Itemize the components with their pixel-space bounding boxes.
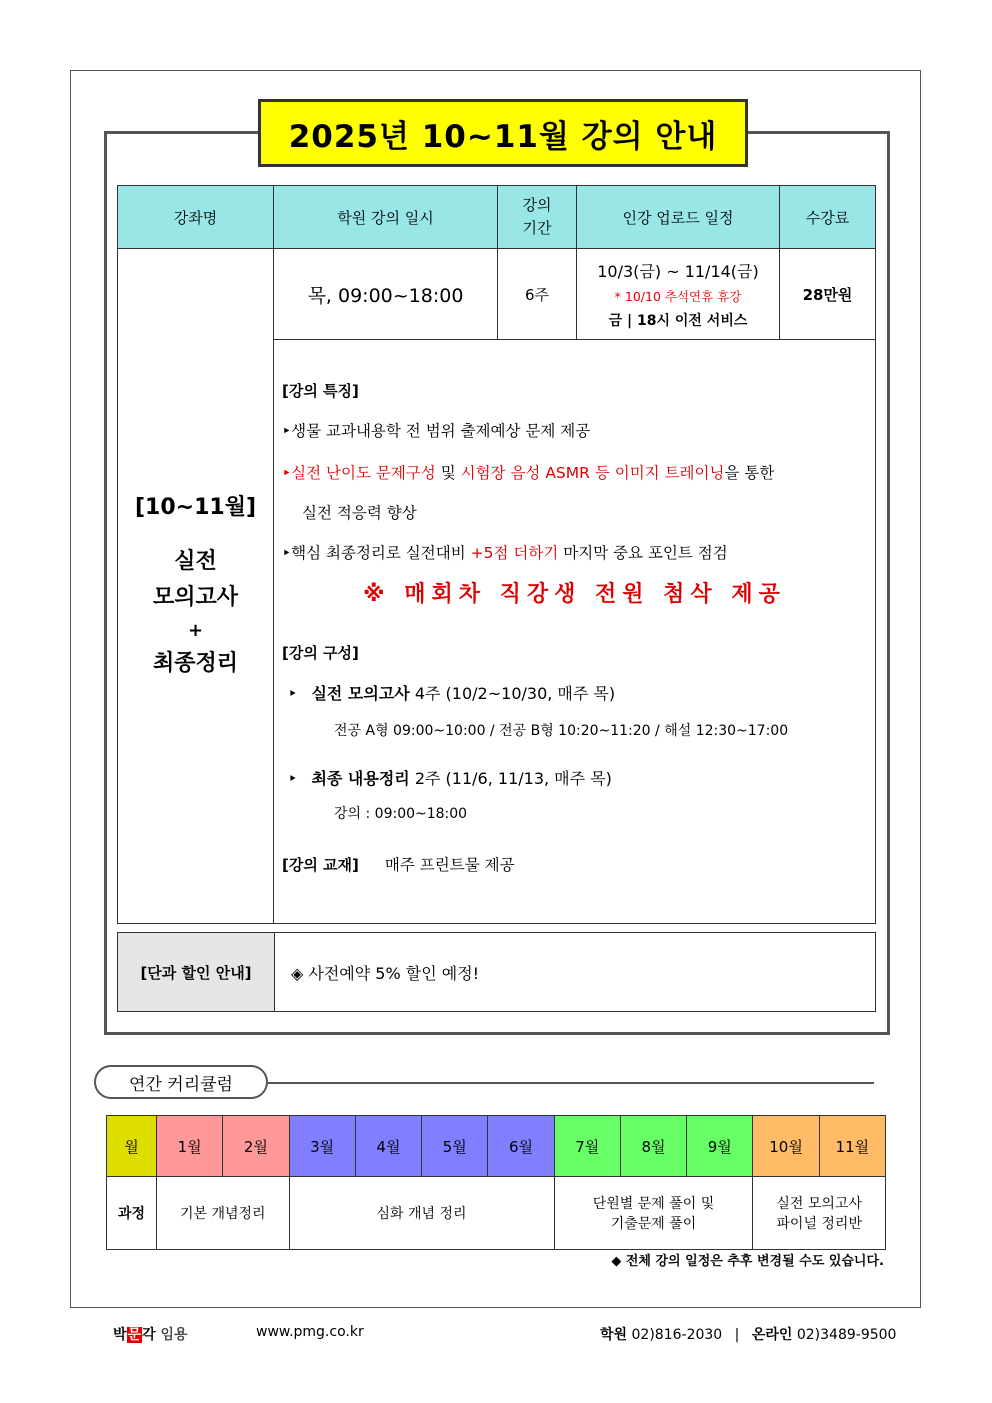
month-cell: 9월 [687,1116,753,1177]
course-name-line: + [187,620,204,642]
structure-item-period: 2주 (11/6, 11/13, 매주 목) [409,769,612,788]
plain-text: 및 [435,464,461,482]
structure-item-title: 실전 모의고사 [311,684,410,703]
website-link[interactable]: www.pmg.co.kr [256,1324,364,1340]
course-line: 기출문제 풀이 [610,1216,697,1232]
course-name-line: 실전 [174,548,217,574]
brand-suffix: 임용 [155,1327,188,1343]
correction-notice: ※ 매회차 직강생 전원 첨삭 제공 [363,582,786,607]
schedule-cell: 목, 09:00~18:00 [274,249,498,340]
course-cell: 기본 개념정리 [157,1177,290,1250]
month-cell: 3월 [289,1116,355,1177]
col-header-course: 강좌명 [118,186,274,249]
page-title: 2025년 10~11월 강의 안내 [258,99,748,167]
upload-holiday-note: * 10/10 추석연휴 휴강 [614,288,742,304]
contact-separator: | [734,1327,740,1343]
plain-text: ‣핵심 최종정리로 실전대비 [282,544,471,562]
table-row [118,249,876,340]
material-heading: [강의 교재] [282,856,359,874]
bullet-marker: ‣ [288,684,298,703]
course-cell [554,1177,753,1250]
academy-phone: 02)816-2030 [627,1327,723,1343]
highlight-text: +5점 더하기 [470,544,559,562]
course-table [117,185,876,924]
month-cell: 6월 [488,1116,554,1177]
feature-bullet: ‣생물 교과내용학 전 범위 출제예상 문제 제공 [282,422,591,440]
course-details [274,340,876,924]
highlight-text: 시험장 음성 ASMR 등 이미지 트레이닝 [460,464,725,482]
course-name-line: 모의고사 [152,585,238,611]
online-label: 온라인 [751,1327,793,1343]
fee-cell: 28만원 [780,249,876,340]
plain-text: 을 통한 [724,464,775,482]
col-header-schedule: 학원 강의 일시 [274,186,498,249]
curriculum-courses-row [107,1177,886,1250]
discount-label: [단과 할인 안내] [118,933,275,1012]
upload-service-note: 금 | 18시 이전 서비스 [608,312,748,329]
schedule-change-note: ◆ 전체 강의 일정은 추후 변경될 수도 있습니다. [611,1254,884,1269]
course-cell: 심화 개념 정리 [289,1177,554,1250]
month-cell: 8월 [620,1116,686,1177]
month-cell: 11월 [819,1116,885,1177]
course-line: 실전 모의고사 [776,1196,862,1212]
month-cell: 7월 [554,1116,620,1177]
month-cell: 2월 [223,1116,289,1177]
feature-bullet [282,461,867,483]
month-cell: 10월 [753,1116,819,1177]
curriculum-divider [268,1082,874,1084]
brand-text: 박 [113,1327,127,1343]
feature-bullet-cont: 실전 적응력 향상 [302,504,417,522]
structure-item-title: 최종 내용정리 [311,769,410,788]
structure-item-detail: 강의 : 09:00~18:00 [334,806,468,822]
month-header: 월 [107,1116,157,1177]
col-header-duration: 강의 기간 [498,186,577,249]
brand-logo [113,1324,188,1344]
month-cell: 4월 [355,1116,421,1177]
course-period: [10~11월] [134,494,257,520]
course-header: 과정 [107,1177,157,1250]
discount-row [118,933,876,1012]
col-header-fee: 수강료 [780,186,876,249]
month-cell: 1월 [157,1116,223,1177]
structure-heading: [강의 구성] [282,644,359,662]
structure-item-detail: 전공 A형 09:00~10:00 / 전공 B형 10:20~11:20 / 해설 12:30~17:00 [334,723,789,739]
brand-text: 각 [142,1327,156,1343]
academy-label: 학원 [600,1327,628,1343]
course-line: 파이널 정리반 [776,1216,862,1232]
course-cell [753,1177,886,1250]
structure-item-period: 4주 (10/2~10/30, 매주 목) [409,684,616,703]
structure-item [282,681,867,704]
highlight-text: ‣실전 난이도 문제구성 [282,464,436,482]
duration-cell: 6주 [498,249,577,340]
course-name-line: 최종정리 [152,651,238,677]
curriculum-months-row [107,1116,886,1177]
brand-text-highlight: 문 [127,1327,142,1343]
upload-period: 10/3(금) ~ 11/14(금) [597,261,759,281]
month-cell: 5월 [422,1116,488,1177]
structure-item [282,766,867,789]
contact-info [600,1324,896,1344]
bullet-marker: ‣ [288,769,298,788]
curriculum-label: 연간 커리큘럼 [94,1065,268,1099]
feature-heading: [강의 특징] [282,382,359,400]
discount-text: ◈ 사전예약 5% 할인 예정! [275,933,876,1012]
course-line: 단원별 문제 풀이 및 [592,1196,715,1212]
discount-table [117,932,876,1012]
online-phone: 02)3489-9500 [792,1327,897,1343]
upload-cell [577,249,780,340]
course-name-cell [118,249,274,924]
feature-bullet [282,541,867,563]
table-header-row [118,186,876,249]
plain-text: 마지막 중요 포인트 점검 [558,544,728,562]
curriculum-table [106,1115,886,1250]
col-header-upload: 인강 업로드 일정 [577,186,780,249]
material-text: 매주 프린트물 제공 [384,856,515,874]
material-line [282,853,867,875]
